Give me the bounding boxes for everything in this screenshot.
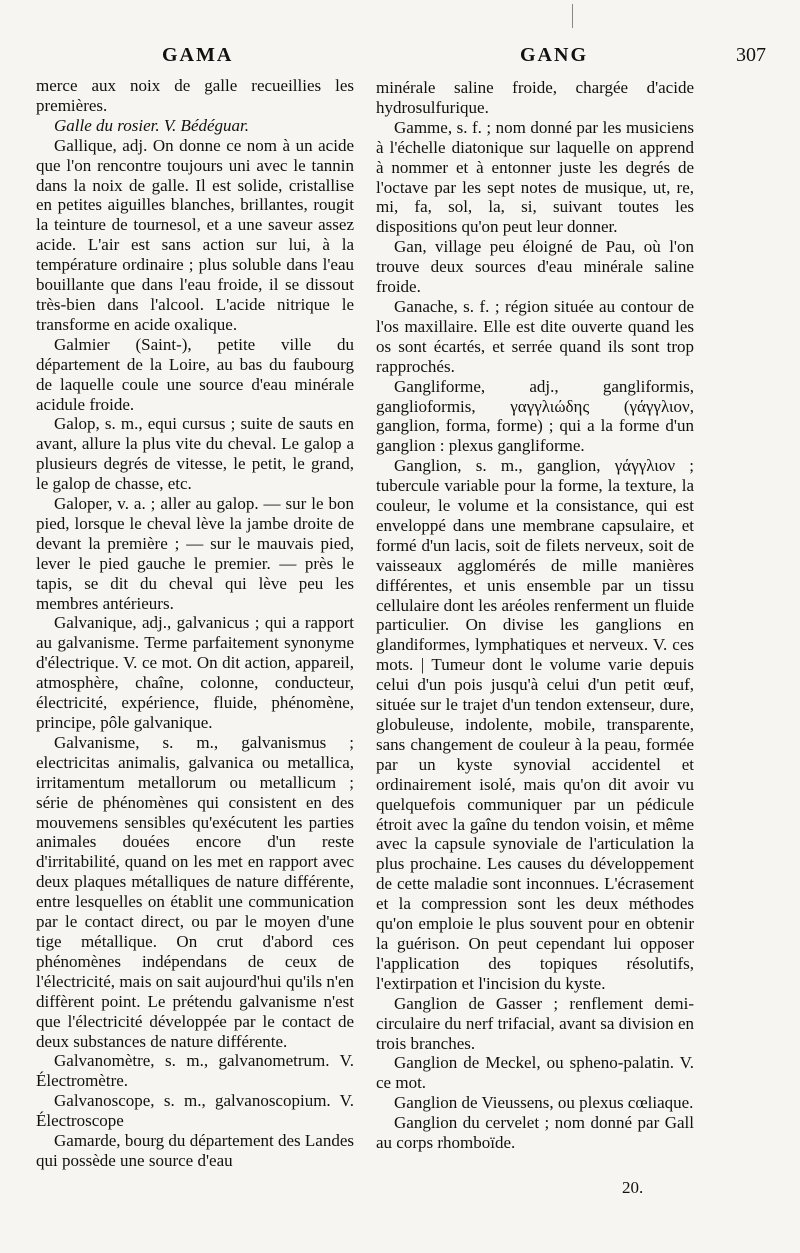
entry-paragraph: Galvanomètre, s. m., galvanometrum. V. Électromètre. xyxy=(36,1051,354,1091)
entry-paragraph: Ganache, s. f. ; région située au contour de l'os maxillaire. Elle est dite ouverte quand les os sont écartés, et serrée quand ils sont trop rapprochés. xyxy=(376,296,694,376)
entry-paragraph: Galmier (Saint-), petite ville du département de la Loire, au bas du faubourg de laquelle coule une source d'eau minérale acidule froide. xyxy=(36,334,354,414)
entry-paragraph: Galvanique, adj., galvanicus ; qui a rapport au galvanisme. Terme parfaitement synonyme d'électrique. V. ce mot. On dit action, appareil, atmosphère, chaîne, colonne, conducteur, électricité, expérience, fluide, phénomène, principe, pôle galvanique. xyxy=(36,613,354,732)
running-header xyxy=(30,44,770,72)
right-column xyxy=(376,78,694,1153)
entry-paragraph: minérale saline froide, chargée d'acide hydrosulfurique. xyxy=(376,78,694,117)
signature-mark: 20. xyxy=(622,1178,644,1197)
entry-paragraph: Galle du rosier. V. Bédéguar. xyxy=(54,115,250,135)
entry-paragraph: Ganglion de Gasser ; renflement demi-circulaire du nerf trifacial, avant sa division en trois branches. xyxy=(376,993,694,1053)
entry-paragraph: Ganglion, s. m., ganglion, γάγγλιον ; tubercule variable pour la forme, la texture, la couleur, le volume et la consistance, qui est enveloppé dans une membrane capsulaire, et formé d'un lacis, soit de filets nerveux, soit de vaisseaux agglomérés de mille manières différentes, et unis ensemble par un tissu cellulaire dont les aréoles renferment un fluide particulier. On divise les ganglions en glandiformes, lymphatiques et nerveux. V. ces mots. | Tumeur dont le volume varie depuis celui d'un pois jusqu'à celui d'un petit œuf, située sur le trajet d'un tendon extenseur, dure, globuleuse, indolente, mobile, transparente, sans changement de couleur à la peau, formée par un kyste synovial accidentel et ordinairement isolé, mais qu'on dit avoir vu quelquefois communiquer par un pédicule étroit avec la gaîne du tendon voisin, et même avec la capsule synoviale de l'articulation la plus prochaine. Les causes du développement de cette maladie sont inconnues. L'écrasement et la compression sont les deux méthodes qu'on emploie le plus souvent pour en obtenir la guérison. On peut cependant lui opposer l'application des topiques résolutifs, l'extirpation et l'incision du kyste. xyxy=(376,456,694,993)
header-center-word: GANG xyxy=(520,44,588,66)
page-number: 307 xyxy=(736,44,766,66)
entry-paragraph: Gallique, adj. On donne ce nom à un acide que l'on rencontre toujours uni avec le tannin dans la noix de galle. Il est solide, cristallise en petites aiguilles blanches, brillantes, rougit la teinture de tournesol, et a une saveur assez acide. L'air est sans action sur lui, à la température ordinaire ; plus soluble dans l'eau bouillante que dans l'eau froide, il se dissout très-bien dans l'alcool. L'acide nitrique le transforme en acide oxalique. xyxy=(36,135,354,334)
entry-paragraph: Ganglion du cervelet ; nom donné par Gall au corps rhomboïde. xyxy=(376,1113,694,1153)
entry-paragraph: Gamarde, bourg du département des Landes qui possède une source d'eau xyxy=(36,1131,354,1170)
left-column xyxy=(36,76,354,1171)
entry-paragraph: merce aux noix de galle recueillies les premières. xyxy=(36,76,354,115)
entry-paragraph: Ganglion de Vieussens, ou plexus cœliaque. xyxy=(394,1093,694,1113)
entry-paragraph: Ganglion de Meckel, ou spheno-palatin. V. ce mot. xyxy=(376,1053,694,1093)
header-left-word: GAMA xyxy=(162,44,234,66)
entry-paragraph: Gan, village peu éloigné de Pau, où l'on trouve deux sources d'eau minérale saline froide. xyxy=(376,237,694,297)
entry-paragraph: Gangliforme, adj., gangliformis, ganglioformis, γαγγλιώδης (γάγγλιον, ganglion, forma, forme) ; qui a la forme d'un ganglion : plexus gangliforme. xyxy=(376,376,694,456)
entry-paragraph: Gamme, s. f. ; nom donné par les musiciens à l'échelle diatonique sur laquelle on apprend à nommer et à entonner juste les degrés de l'octave par les sept notes de musique, ut, re, mi, fa, sol, la, si, suivant toutes les dispositions qu'on peut leur donner. xyxy=(376,117,694,237)
entry-paragraph: Galop, s. m., equi cursus ; suite de sauts en avant, allure la plus vite du cheval. Le galop a plusieurs degrés de vitesse, le petit, le grand, le galop de chasse, etc. xyxy=(36,414,354,494)
margin-mark xyxy=(572,4,573,28)
entry-paragraph: Galvanoscope, s. m., galvanoscopium. V. Électroscope xyxy=(36,1091,354,1131)
entry-paragraph: Galoper, v. a. ; aller au galop. — sur le bon pied, lorsque le cheval lève la jambe droite de devant la première ; — sur le mauvais pied, lever le pied gauche le premier. — près le tapis, se dit du cheval qui lève peu les membres antérieurs. xyxy=(36,494,354,613)
entry-paragraph: Galvanisme, s. m., galvanismus ; electricitas animalis, galvanica ou metallica, irritamentum metallorum ou metallicum ; série de phénomènes qui consistent en des mouvemens sensibles qu'exécutent les parties animales douées encore d'un reste d'irritabilité, quand on les met en rapport avec deux plaques métalliques de nature différente, entre lesquelles on établit une communication par le contact direct, ou par le moyen d'une tige métallique. On crut d'abord ces phénomènes indépendans de ceux de l'électricité, mais on sait aujourd'hui qu'ils n'en diffèrent point. Le prétendu galvanisme n'est que l'électricité développée par le contact de deux substances de nature différente. xyxy=(36,732,354,1051)
